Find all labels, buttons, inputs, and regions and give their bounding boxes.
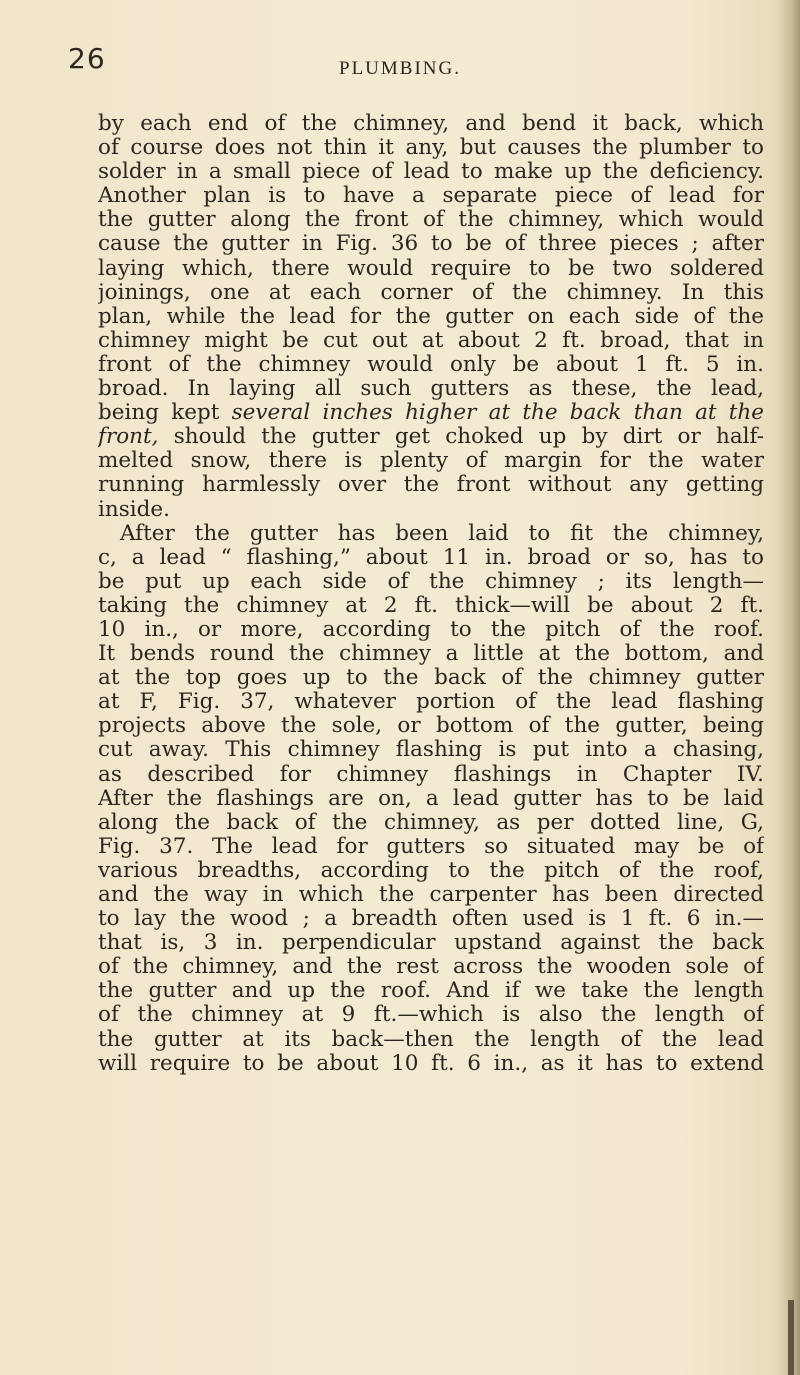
text-line: Fig. 37. The lead for gutters so situated may be of xyxy=(98,834,764,859)
text-line: c, a lead “ flashing,” about 11 in. broad or so, has to xyxy=(98,545,764,570)
text-line: as described for chimney flashings in Chapter IV. xyxy=(98,762,764,787)
text-line: taking the chimney at 2 ft. thick—will be about 2 ft. xyxy=(98,593,764,618)
body-text xyxy=(98,112,764,1076)
page-header xyxy=(0,42,800,102)
text-line: running harmlessly over the front without any getting xyxy=(98,473,764,498)
text-line: laying which, there would require to be two soldered xyxy=(98,256,764,281)
text-line: inside. xyxy=(98,497,170,522)
text-line: the gutter along the front of the chimney, which would xyxy=(98,208,764,233)
text-line: cut away. This chimney flashing is put into a chasing, xyxy=(98,738,764,763)
text-line: projects above the sole, or bottom of the gutter, being xyxy=(98,714,764,739)
text-line: by each end of the chimney, and bend it back, which xyxy=(98,112,764,136)
text-line: of the chimney, and the rest across the wooden sole of xyxy=(98,955,764,980)
text-line: melted snow, there is plenty of margin for the water xyxy=(98,449,764,474)
text-line: of course does not thin it any, but causes the plumber to xyxy=(98,136,764,161)
text-line: 10 in., or more, according to the pitch of the roof. xyxy=(98,617,764,642)
text-segment: being kept xyxy=(98,401,220,426)
text-line-mixed xyxy=(98,401,764,425)
page-edge-shadow xyxy=(778,0,800,1375)
text-line: and the way in which the carpenter has been directed xyxy=(98,883,764,907)
text-line: broad. In laying all such gutters as these, the lead, xyxy=(98,377,764,402)
italic-text: front, xyxy=(98,425,159,450)
text-line: It bends round the chimney a little at the bottom, and xyxy=(98,642,764,667)
text-segment: should the gutter get choked up by dirt or half- xyxy=(173,425,764,450)
page-number: 26 xyxy=(68,42,106,75)
text-line: solder in a small piece of lead to make up the deficiency. xyxy=(98,160,764,185)
text-line: plan, while the lead for the gutter on each side of the xyxy=(98,304,764,329)
text-line: be put up each side of the chimney ; its length— xyxy=(98,569,764,594)
text-line-mixed xyxy=(98,425,764,449)
text-line: along the back of the chimney, as per dotted line, G, xyxy=(98,810,764,835)
running-head: PLUMBING. xyxy=(339,58,461,79)
italic-text: several inches higher at the back than at the xyxy=(231,401,764,426)
text-line: the gutter and up the roof. And if we take the length xyxy=(98,979,764,1004)
paragraph-start: After the gutter has been laid to fit the chimney, xyxy=(120,521,764,546)
text-line: cause the gutter in Fig. 36 to be of three pieces ; after xyxy=(98,232,764,257)
text-line: of the chimney at 9 ft.—which is also the length of xyxy=(98,1003,764,1028)
text-line: will require to be about 10 ft. 6 in., as it has to extend xyxy=(98,1051,764,1076)
page-edge-mark xyxy=(788,1300,794,1375)
text-line: the gutter at its back—then the length of the lead xyxy=(98,1027,764,1052)
text-line: to lay the wood ; a breadth often used is 1 ft. 6 in.— xyxy=(98,907,764,932)
text-line: that is, 3 in. perpendicular upstand against the back xyxy=(98,931,764,956)
text-line: After the flashings are on, a lead gutter has to be laid xyxy=(98,786,764,811)
text-line: Another plan is to have a separate piece of lead for xyxy=(98,184,764,209)
text-line: at the top goes up to the back of the chimney gutter xyxy=(98,666,764,691)
text-line: various breadths, according to the pitch of the roof, xyxy=(98,858,764,883)
text-line: front of the chimney would only be about 1 ft. 5 in. xyxy=(98,352,764,377)
text-line: at F, Fig. 37, whatever portion of the lead flashing xyxy=(98,690,764,715)
text-line: joinings, one at each corner of the chimney. In this xyxy=(98,280,764,305)
text-line: chimney might be cut out at about 2 ft. broad, that in xyxy=(98,328,764,353)
